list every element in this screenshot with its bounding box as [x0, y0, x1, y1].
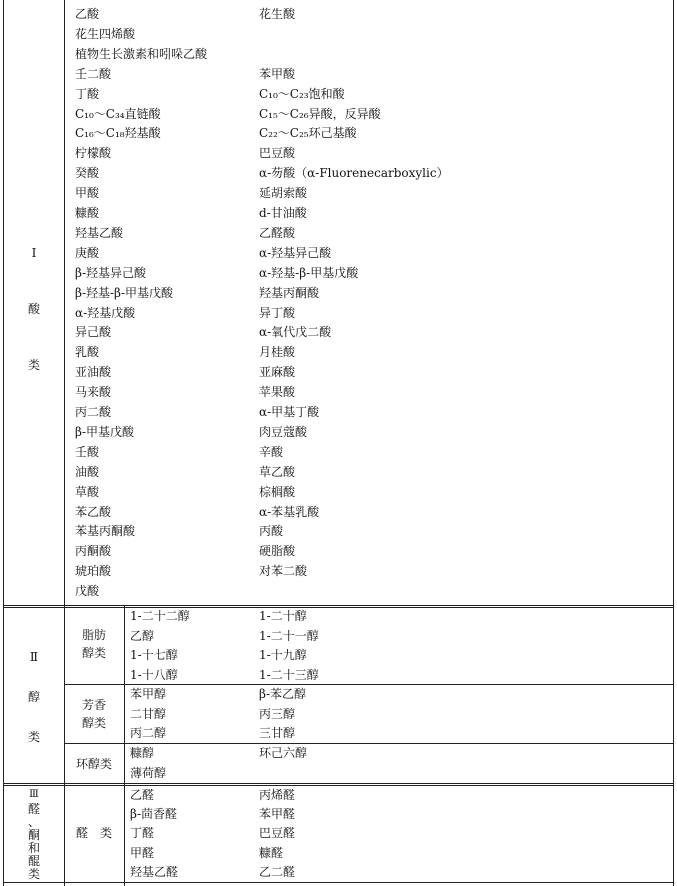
table-cell: 苯甲醛 [259, 807, 296, 822]
table-cell: α-甲基丁酸 [259, 405, 320, 419]
table-cell: 苯甲醇 [130, 687, 167, 701]
section-alcohols-roman: Ⅱ [29, 650, 39, 664]
table-cell: 1-二十三醇 [259, 667, 319, 682]
table-cell: 癸酸 [75, 166, 100, 181]
table-cell: α-羟基-β-甲基戊酸 [259, 265, 359, 280]
fatty-alcohols-label [64, 626, 124, 662]
table-cell: 棕榈酸 [259, 484, 296, 499]
table-cell: 月桂酸 [259, 345, 296, 360]
table-cell: 乙酸 [75, 7, 100, 21]
table-cell: 1-十七醇 [130, 648, 178, 662]
table-cell: 壬二酸 [75, 66, 112, 81]
section-alcohols-char2: 类 [27, 730, 40, 744]
section-divider-2 [3, 783, 674, 784]
table-cell: 1-二十一醇 [259, 628, 319, 643]
section-divider-1 [3, 605, 674, 606]
cyclic-alcohols-label [64, 755, 124, 773]
table-cell: 二甘醇 [130, 706, 167, 721]
table-cell: 羟基丙酮酸 [259, 285, 320, 300]
table-cell: 丁醛 [130, 826, 155, 841]
aromatic-alcohols-label-1: 芳香 [81, 698, 106, 712]
section-aldehydes-char: 醛 [27, 802, 40, 816]
table-cell: β-羟基-β-甲基戊酸 [75, 285, 174, 300]
table-cell: 柠檬酸 [75, 146, 112, 161]
table-cell: β-苯乙醇 [259, 687, 306, 701]
table-cell: 薄荷醇 [130, 765, 167, 780]
section-acids-char1: 酸 [27, 302, 40, 316]
table-cell: C₁₀～C₃₄直链酸 [75, 106, 161, 121]
table-cell: 马来酸 [75, 385, 112, 400]
table-cell: α-芴酸（α-Fluorenecarboxylic） [259, 166, 449, 181]
table-cell: C₂₂～C₂₅环己基酸 [259, 126, 357, 141]
table-cell: 苯基丙酮酸 [75, 524, 136, 539]
table-cell: C₁₅～C₂₆异酸，反异酸 [259, 106, 381, 121]
table-cell: 糠醛 [259, 845, 284, 860]
table-cell: 糠醇 [130, 746, 155, 760]
table-cell: 苹果酸 [259, 385, 296, 400]
section-divider-1b [3, 607, 674, 608]
table-cell: 肉豆蔻酸 [259, 424, 308, 439]
table-cell: 乙醛 [130, 788, 155, 802]
table-cell: 丙二醇 [130, 726, 167, 740]
fatty-alcohols-label-2: 醇类 [81, 646, 106, 660]
table-cell: 苯甲酸 [259, 66, 296, 81]
table-cell: α-苯基乳酸 [259, 504, 320, 519]
table-cell: 异丁酸 [259, 305, 296, 320]
table-cell: 琥珀酸 [75, 564, 112, 579]
section-alcohols-char1: 醇 [27, 690, 40, 704]
table-cell: 草乙酸 [259, 464, 296, 479]
table-cell: 羟基乙酸 [75, 225, 124, 240]
table-cell: 戊酸 [75, 584, 100, 599]
table-cell: 乙二醛 [259, 864, 296, 879]
section-divider-2b [3, 785, 674, 786]
table-cell: 亚油酸 [75, 365, 112, 380]
table-cell: 花生四烯酸 [75, 26, 136, 41]
table-cell: α-羟基戊酸 [75, 305, 136, 320]
table-cell: 1-十八醇 [130, 667, 178, 682]
fatty-alcohols-label-1: 脂肪 [81, 628, 106, 642]
section-aldehydes-char: 酮 [27, 828, 40, 842]
table-cell: C₁₀～C₂₃饱和酸 [259, 86, 345, 101]
subgroup-divider-1 [64, 684, 674, 685]
table-cell: 苯乙酸 [75, 504, 112, 519]
table-cell: 甲酸 [75, 186, 100, 201]
left-border [3, 0, 4, 886]
section-aldehydes-char: 和 [27, 841, 40, 855]
table-cell: 丙酸 [259, 524, 284, 539]
section-acids-roman: Ⅰ [31, 246, 37, 260]
subgroup-divider [124, 605, 125, 886]
table-cell: 花生酸 [259, 7, 296, 21]
aldehydes-group-label: 醛 类 [75, 826, 112, 840]
table-cell: 甲醛 [130, 845, 155, 860]
table-cell: 1-二十二醇 [130, 609, 190, 623]
table-cell: 油酸 [75, 464, 100, 479]
table-cell: 延胡索酸 [259, 186, 308, 201]
table-cell: 巴豆醛 [259, 826, 296, 841]
table-cell: 糠酸 [75, 206, 100, 220]
table-cell: β-甲基戊酸 [75, 424, 134, 439]
table-cell: 环己六醇 [259, 746, 308, 760]
table-cell: 1-十九醇 [259, 648, 307, 662]
right-border [673, 0, 674, 886]
table-cell: 异己酸 [75, 325, 112, 340]
table-cell: 亚麻酸 [259, 365, 296, 380]
table-cell: 丙烯醛 [259, 788, 296, 802]
table-cell: 1-二十醇 [259, 609, 307, 623]
table-cell: C₁₆～C₁₈羟基酸 [75, 126, 161, 141]
table-cell: d-甘油酸 [259, 206, 307, 220]
section-aldehydes-roman: Ⅲ [29, 789, 39, 800]
section-acids-char2: 类 [27, 358, 40, 372]
section-aldehydes-char: 醌 [27, 854, 40, 868]
bottom-border [3, 882, 674, 883]
table-cell: β-茴香醛 [130, 807, 177, 822]
table-cell: α-羟基异己酸 [259, 245, 332, 260]
table-cell: 丙三醇 [259, 706, 296, 721]
table-cell: 辛酸 [259, 444, 284, 459]
subgroup-divider-2 [64, 743, 674, 744]
table-cell: 乙醇 [130, 628, 155, 643]
category-divider [64, 0, 65, 886]
table-cell: 乙醛酸 [259, 225, 296, 240]
table-cell: 丙酮酸 [75, 544, 112, 559]
aromatic-alcohols-label [64, 696, 124, 732]
aromatic-alcohols-label-2: 醇类 [81, 716, 106, 730]
section-aldehydes-char: 、 [27, 815, 40, 829]
table-cell: 对苯二酸 [259, 564, 308, 579]
table-cell: 丁酸 [75, 86, 100, 101]
table-cell: α-氧代戊二酸 [259, 325, 332, 340]
table-cell: 丙二酸 [75, 405, 112, 419]
table-cell: 硬脂酸 [259, 544, 296, 559]
table-cell: 草酸 [75, 484, 100, 499]
table-cell: 壬酸 [75, 444, 100, 459]
cyclic-alcohols-label-1: 环醇类 [75, 757, 112, 771]
table-cell: 三甘醇 [259, 726, 296, 740]
table-cell: β-羟基异己酸 [75, 265, 146, 280]
table-cell: 羟基乙醛 [130, 864, 179, 879]
table-cell: 植物生长激素和吲哚乙酸 [75, 46, 208, 61]
table-cell: 乳酸 [75, 345, 100, 360]
table-cell: 巴豆酸 [259, 146, 296, 161]
table-cell: 庚酸 [75, 245, 100, 260]
section-aldehydes-char: 类 [27, 867, 40, 881]
